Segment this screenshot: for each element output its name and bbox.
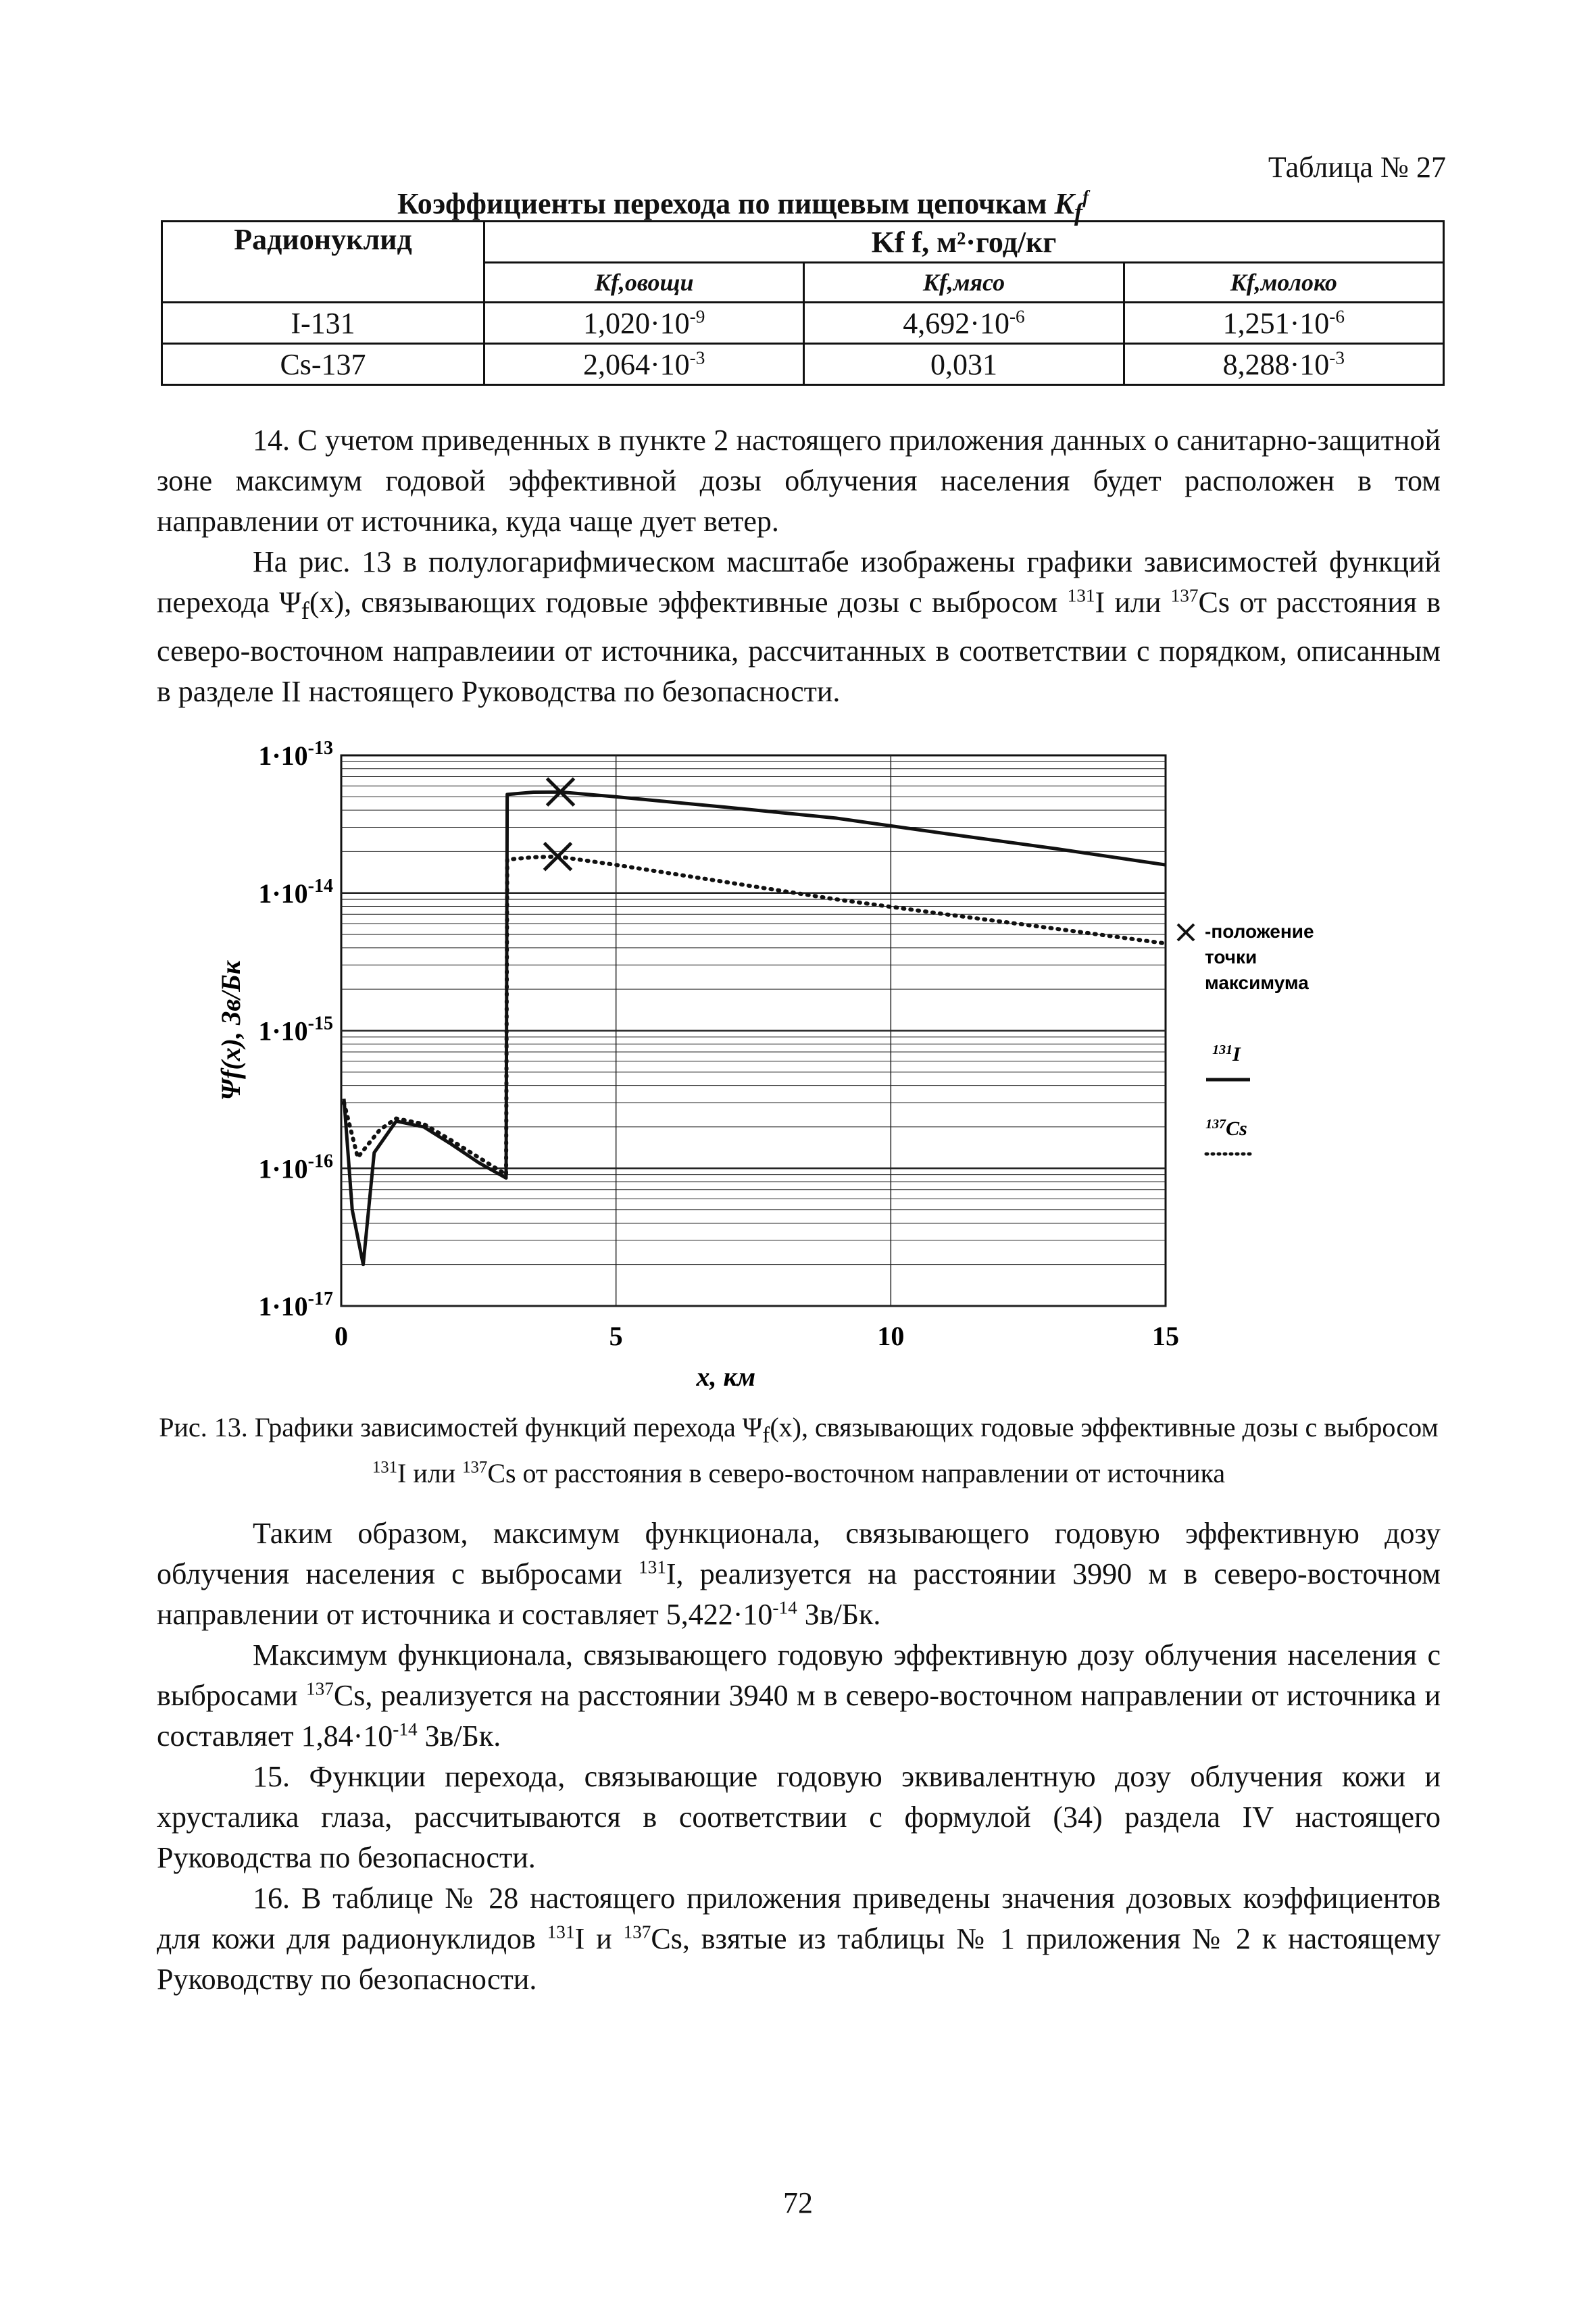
cell-milk: $1,251\cdot 10^{-6}$ [1124, 303, 1443, 344]
x-axis-label: x, км [696, 1361, 756, 1392]
paragraph-figure-intro: На рис. 13 в полулогарифмическом масштабе изображены графики зависимостей функций перехода $\Psi_f(x)$, связывающих годовые эффективные дозы с выбросом $^{131}$I или $^{137}$Cs от расстояния в северо-восточном направлеиии от источника, рассчитанных в соответствии с порядком, описанным в разделе II настоящего Руководства по безопасности. [157, 545, 1441, 708]
cell-vegetables: $1,020\cdot 10^{-9}$ [484, 303, 804, 344]
chart-svg [203, 738, 1314, 1392]
cell-vegetables: $2,064\cdot 10^{-3}$ [484, 344, 804, 385]
legend [1178, 921, 1314, 1154]
table-number: Таблица № 27 [1268, 151, 1446, 184]
paragraph-16: 16. В таблице № 28 настоящего приложения приведены значения дозовых коэффициентов для кожи для радионуклидов $^{131}$I и $^{137}$Cs, взятые из таблицы № 1 приложения № 2 к настоящему Руководству по безопасности. [157, 1882, 1441, 1996]
page-number: 72 [783, 2186, 813, 2219]
paragraph-max-iodine: Таким образом, максимум функционала, связывающего годовую эффективную дозу облучения населения с выбросами $^{131}$I, реализуется на расстоянии 3990 м в северо-восточном направлении от источника и составляет $5,422\cdot 10^{-14}$ Зв/Бк. [157, 1517, 1441, 1631]
x-tick-label: 15 [1152, 1321, 1179, 1351]
cell-meat: 0,031 [804, 344, 1124, 385]
legend-marker-label: -положение [1205, 921, 1314, 942]
paragraph-max-cesium: Максимум функционала, связывающего годовую эффективную дозу облучения населения с выбросами $^{137}$Cs, реализуется на расстоянии 3940 м в северо-восточном направлении от источника и составляет $1,84\cdot 10^{-14}$ Зв/Бк. [157, 1638, 1441, 1753]
header-vegetables: Kf,овощи [484, 263, 804, 303]
paragraph-15: 15. Функции перехода, связывающие годовую эквивалентную дозу облучения кожи и хрусталика глаза, рассчитываются в соответствии с формулой (34) раздела IV настоящего Руководства по безопасности. [157, 1760, 1441, 1874]
header-units: Kf f, м²·год/кг [484, 222, 1444, 263]
legend-series-label: $^{131}$I [1212, 1042, 1241, 1065]
cell-nuclide: I-131 [162, 303, 484, 344]
cell-milk: $8,288\cdot 10^{-3}$ [1124, 344, 1443, 385]
y-tick-label: $1\cdot 10^{-16}$ [258, 1151, 333, 1184]
table-row [162, 344, 1444, 385]
header-meat: Kf,мясо [804, 263, 1124, 303]
header-radionuclide: Радионуклид [162, 222, 484, 303]
cell-nuclide: Cs-137 [162, 344, 484, 385]
figure-13-chart [203, 738, 1314, 1392]
paragraph-14: 14. С учетом приведенных в пункте 2 настоящего приложения данных о санитарно-защитной зоне максимум годовой эффективной дозы облучения населения будет расположен в том направлении от источника, куда чаще дует ветер. [157, 424, 1441, 538]
y-tick-label: $1\cdot 10^{-14}$ [258, 875, 333, 909]
series-line-131I [344, 792, 1166, 1264]
legend-marker-label: максимума [1205, 972, 1309, 993]
y-tick-label: $1\cdot 10^{-15}$ [258, 1013, 333, 1047]
x-tick-label: 0 [334, 1321, 348, 1351]
cell-meat: $4,692\cdot 10^{-6}$ [804, 303, 1124, 344]
y-axis-label: Ψf(x), Зв/Бк [216, 961, 246, 1101]
table-row [162, 303, 1444, 344]
table-caption: Коэффициенты перехода по пищевым цепочкам $K_f^f$ [397, 186, 1089, 226]
coefficient-table [161, 220, 1445, 386]
x-tick-label: 5 [609, 1321, 623, 1351]
legend-series-label: $^{137}$Cs [1205, 1117, 1247, 1140]
y-tick-label: $1\cdot 10^{-13}$ [258, 738, 333, 771]
y-tick-label: $1\cdot 10^{-17}$ [258, 1288, 333, 1322]
figure-caption: Рис. 13. Графики зависимостей функций перехода $\Psi_f(x)$, связывающих годовые эффективные дозы с выбросом $^{131}$I или $^{137}$Cs от расстояния в северо-восточном направлении от источника [159, 1412, 1439, 1488]
header-milk: Kf,молоко [1124, 263, 1443, 303]
x-tick-label: 10 [877, 1321, 905, 1351]
legend-marker-label: точки [1205, 947, 1257, 967]
